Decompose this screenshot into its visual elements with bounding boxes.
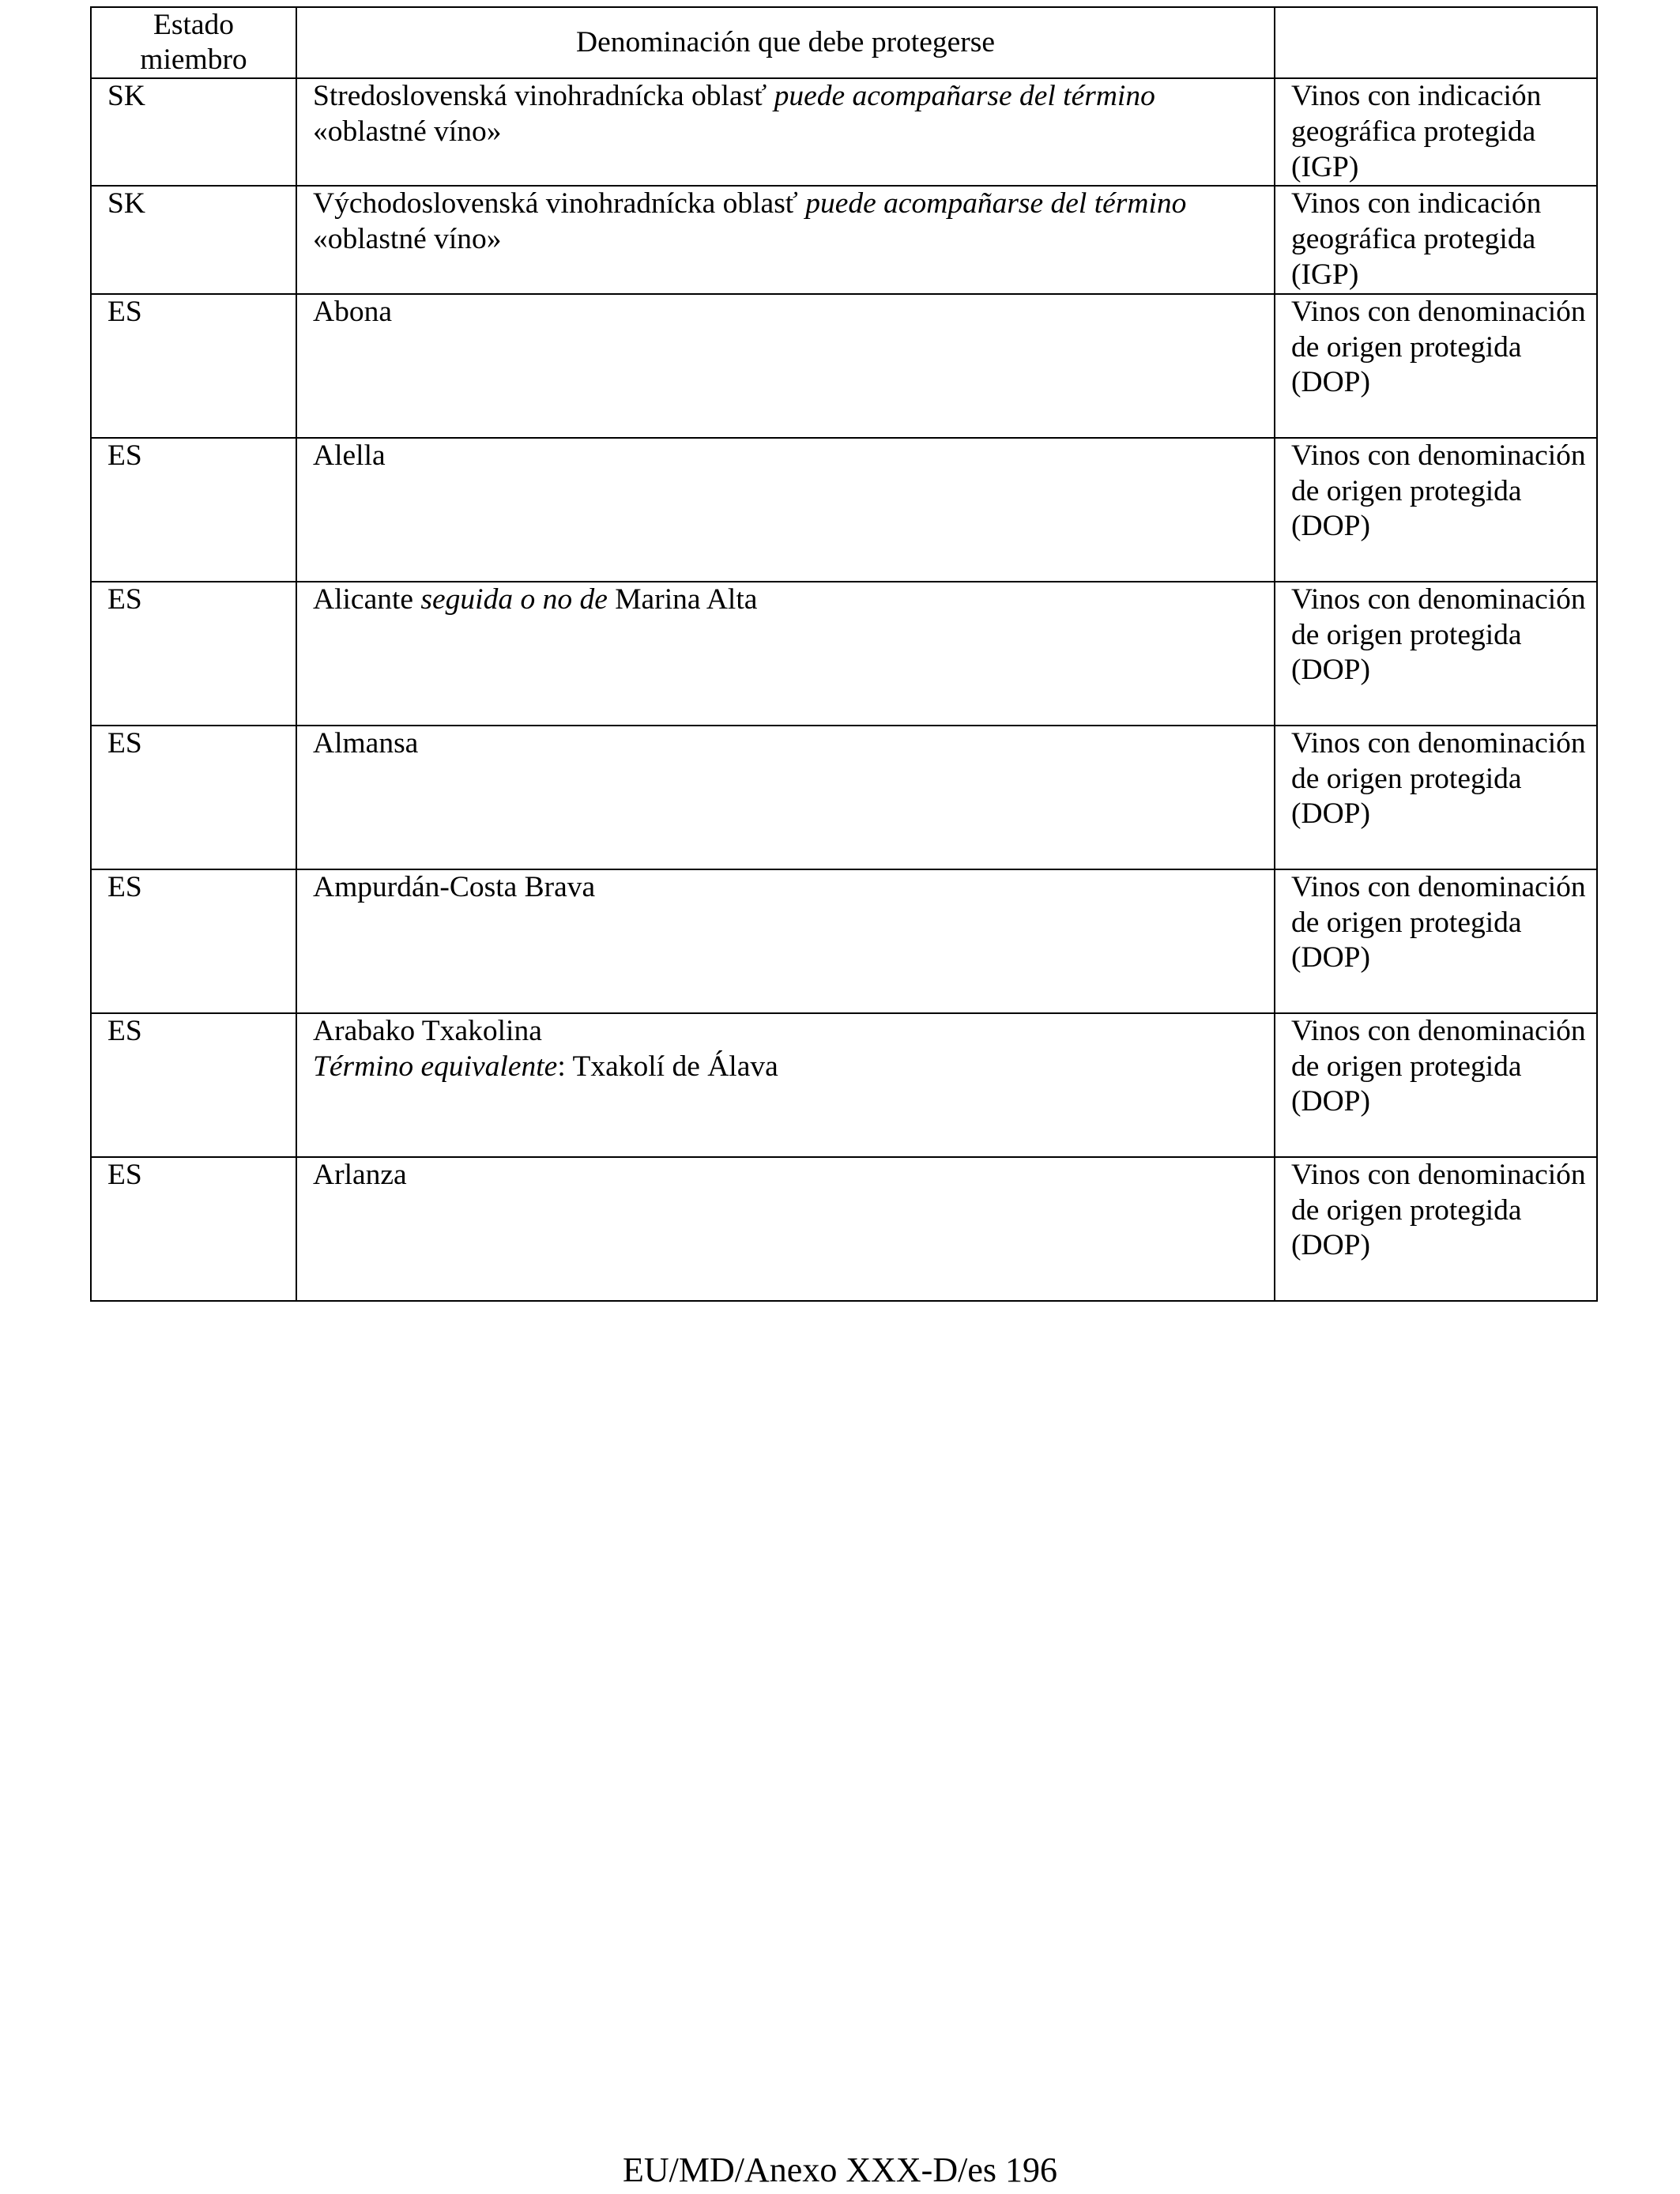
denomination-note: Término equivalente xyxy=(313,1050,558,1083)
denomination-suffix: «oblastné víno» xyxy=(313,115,502,148)
category-cell: Vinos con denominación de origen protegida (DOP) xyxy=(1275,726,1597,869)
header-estado-miembro: Estado miembro xyxy=(91,7,296,78)
member-state-cell: ES xyxy=(91,294,296,438)
member-state-cell: SK xyxy=(91,78,296,186)
member-state-cell: ES xyxy=(91,582,296,726)
header-category xyxy=(1275,7,1597,78)
denomination-suffix: Txakolí de Álava xyxy=(572,1050,778,1083)
category-cell: Vinos con denominación de origen protegida (DOP) xyxy=(1275,1157,1597,1301)
member-state-cell: ES xyxy=(91,726,296,869)
table-row xyxy=(91,78,1597,186)
denomination-cell: Almansa xyxy=(296,726,1275,869)
category-cell: Vinos con indicación geográfica protegida (IGP) xyxy=(1275,186,1597,293)
denomination-suffix: Marina Alta xyxy=(615,582,758,616)
denomination-cell xyxy=(296,78,1275,186)
member-state-cell: ES xyxy=(91,1013,296,1157)
denomination-cell xyxy=(296,186,1275,293)
member-state-cell: ES xyxy=(91,869,296,1013)
denomination-name: Stredoslovenská vinohradnícka oblasť xyxy=(313,80,767,112)
member-state-cell: SK xyxy=(91,186,296,293)
member-state-cell: ES xyxy=(91,1157,296,1301)
category-cell: Vinos con denominación de origen protegida (DOP) xyxy=(1275,1013,1597,1157)
category-cell: Vinos con denominación de origen protegida (DOP) xyxy=(1275,294,1597,438)
category-cell: Vinos con denominación de origen protegida (DOP) xyxy=(1275,869,1597,1013)
denomination-suffix: «oblastné víno» xyxy=(313,223,502,256)
table-row xyxy=(91,869,1597,1013)
table-row xyxy=(91,726,1597,869)
denomination-name: Východoslovenská vinohradnícka oblasť xyxy=(313,187,798,221)
denomination-cell: Arabako Txakolina Término equivalente: Txakolí de Álava xyxy=(296,1013,1275,1157)
table-header-row xyxy=(91,7,1597,78)
denomination-cell: Abona xyxy=(296,294,1275,438)
denomination-cell xyxy=(296,582,1275,726)
denomination-note: puede acompañarse del término xyxy=(774,80,1155,112)
denomination-name: Arabako Txakolina xyxy=(313,1014,542,1047)
denomination-cell: Arlanza xyxy=(296,1157,1275,1301)
page-footer: EU/MD/Anexo XXX-D/es 196 xyxy=(623,2151,1057,2189)
table-row xyxy=(91,438,1597,582)
denomination-note: seguida o no de xyxy=(420,582,608,616)
wine-denominations-table xyxy=(90,6,1598,1302)
table-row xyxy=(91,1013,1597,1157)
denomination-name: Alicante xyxy=(313,582,414,616)
table-row xyxy=(91,582,1597,726)
table-row xyxy=(91,186,1597,293)
table-row xyxy=(91,1157,1597,1301)
denomination-cell: Ampurdán-Costa Brava xyxy=(296,869,1275,1013)
category-cell: Vinos con indicación geográfica protegida (IGP) xyxy=(1275,78,1597,186)
category-cell: Vinos con denominación de origen protegida (DOP) xyxy=(1275,582,1597,726)
table-row xyxy=(91,294,1597,438)
member-state-cell: ES xyxy=(91,438,296,582)
denomination-note: puede acompañarse del término xyxy=(805,187,1187,221)
category-cell: Vinos con denominación de origen protegida (DOP) xyxy=(1275,438,1597,582)
header-denominacion: Denominación que debe protegerse xyxy=(296,7,1275,78)
denomination-cell: Alella xyxy=(296,438,1275,582)
